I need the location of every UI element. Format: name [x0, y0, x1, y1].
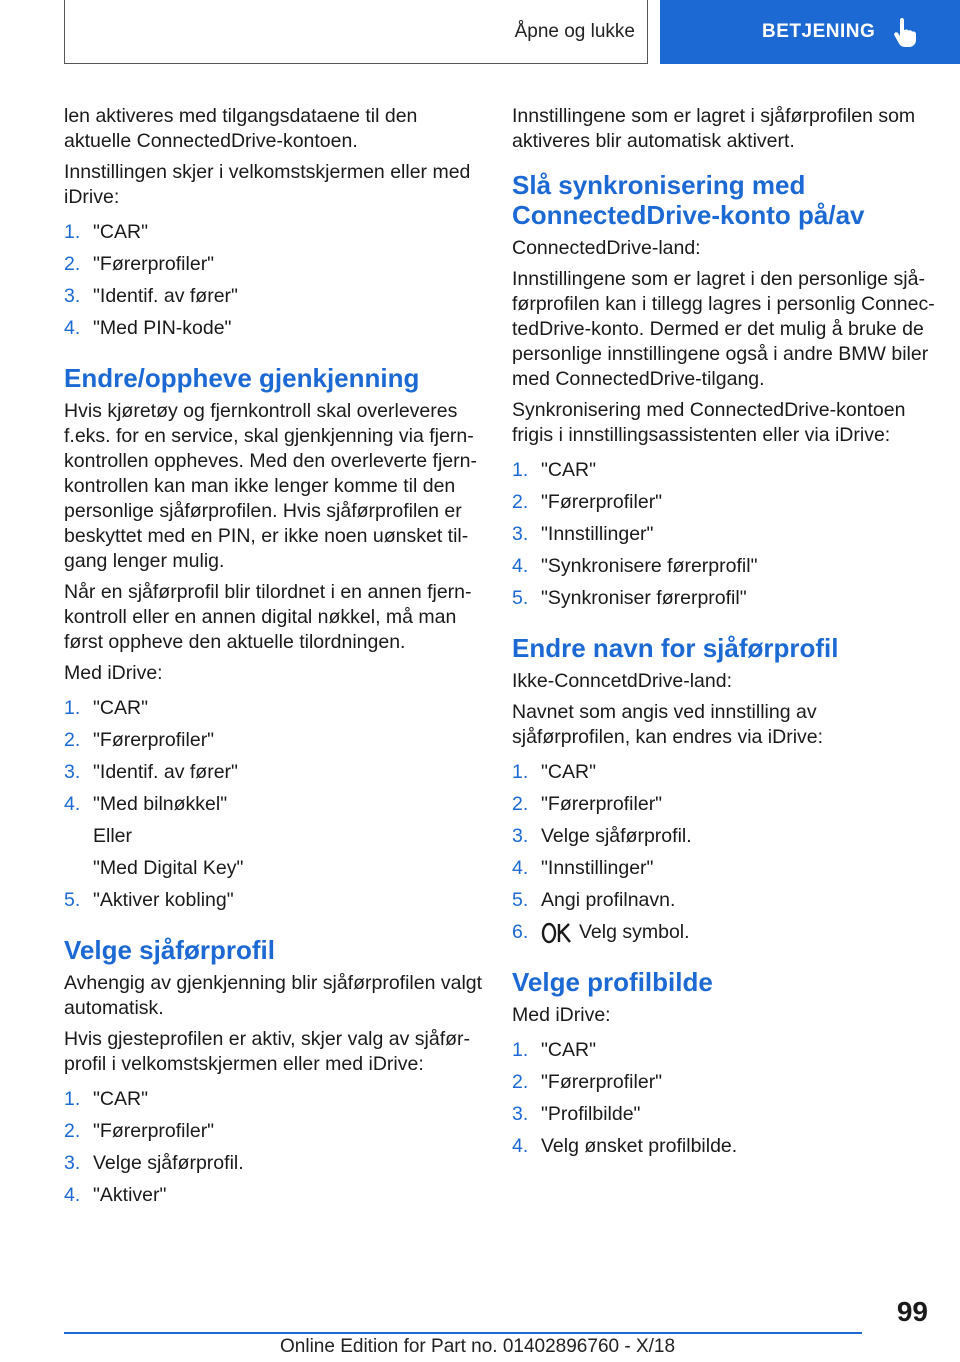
heading-endre-navn: Endre navn for sjåførprofil	[512, 633, 839, 663]
list-item	[64, 728, 488, 753]
list-item	[512, 760, 936, 785]
list-text: "Aktiver"	[93, 1184, 167, 1206]
list-number: 4.	[64, 793, 81, 815]
pointing-hand-icon	[892, 18, 918, 48]
list-text: "Innstillinger"	[541, 857, 654, 879]
heading-endre-oppheve: Endre/oppheve gjenkjenning	[64, 363, 420, 393]
list-item	[512, 920, 936, 945]
list-text: "Førerprofiler"	[541, 491, 663, 513]
list-text: Velg symbol.	[579, 921, 690, 943]
list-text: "Førerprofiler"	[541, 1071, 663, 1093]
list-text: "Identif. av fører"	[93, 761, 238, 783]
right-intro: Innstillingene som er lagret i sjåførprofilen som aktiveres blir automatisk aktivert.	[512, 105, 916, 152]
right-column	[512, 104, 936, 1166]
list-text: Velg ønsket profilbilde.	[541, 1135, 738, 1157]
list-text: "Førerprofiler"	[93, 253, 215, 275]
list-text: Angi profilnavn.	[541, 889, 676, 911]
list-number: 4.	[512, 555, 529, 577]
list-item	[64, 696, 488, 721]
list-item	[64, 252, 488, 277]
list-text: "Med PIN-kode"	[93, 317, 232, 339]
list-item	[512, 792, 936, 817]
list-subitem-alt	[64, 856, 488, 881]
list-number: 3.	[512, 1103, 529, 1125]
list-number: 4.	[64, 1184, 81, 1206]
list-item	[512, 522, 936, 547]
list-number: 3.	[64, 285, 81, 307]
list-item	[512, 1070, 936, 1095]
list-number: 5.	[512, 889, 529, 911]
right-para-2: Innstillingene som er lagret i den personlige sjå-førprofilen kan i tillegg lagres i personlig Connec-tedDrive-konto. Dermed er det mulig å bruke de personlige innstillingene også i andre BMW biler med ConnectedDrive-tilgang.	[512, 268, 935, 390]
list-text: "Innstillinger"	[541, 523, 654, 545]
left-column	[64, 104, 488, 1215]
left-list-2	[64, 696, 488, 913]
list-text: "Profilbilde"	[541, 1103, 641, 1125]
list-number: 3.	[64, 1152, 81, 1174]
ok-symbol-icon	[541, 922, 573, 944]
list-number: 3.	[512, 523, 529, 545]
list-number: 4.	[512, 1135, 529, 1157]
left-para-4: Avhengig av gjenkjenning blir sjåførprofilen valgt automatisk.	[64, 972, 483, 1019]
right-list-2	[512, 760, 936, 945]
header-section-title: Åpne og lukke	[514, 20, 635, 42]
list-text: Velge sjåførprofil.	[93, 1152, 244, 1174]
list-number: 1.	[64, 1088, 81, 1110]
list-subitem-or	[64, 824, 488, 849]
right-para-5: Navnet som angis ved innstilling av sjåførprofilen, kan endres via iDrive:	[512, 701, 824, 748]
list-text: "Førerprofiler"	[541, 793, 663, 815]
left-para-2: Når en sjåførprofil blir tilordnet i en annen fjern-kontroll eller en annen digital nøkkel, må man først oppheve den aktuelle tilordningen.	[64, 581, 472, 653]
list-item	[512, 824, 936, 849]
right-para-6: Med iDrive:	[512, 1004, 611, 1026]
list-item	[512, 1134, 936, 1159]
list-number: 2.	[512, 793, 529, 815]
list-text: "Synkroniser førerprofil"	[541, 587, 747, 609]
right-list-3	[512, 1038, 936, 1159]
footer-divider	[64, 1332, 862, 1334]
right-para-3: Synkronisering med ConnectedDrive-kontoen frigis i innstillingsassistenten eller via iDrive:	[512, 399, 906, 446]
list-item	[512, 1102, 936, 1127]
list-text: "CAR"	[93, 221, 149, 243]
list-text: "Førerprofiler"	[93, 729, 215, 751]
list-item	[64, 284, 488, 309]
list-text: "Førerprofiler"	[93, 1120, 215, 1142]
header-chapter-title: BETJENING	[762, 21, 876, 42]
list-text: "Aktiver kobling"	[93, 889, 234, 911]
left-intro-2: Innstillingen skjer i velkomstskjermen eller med iDrive:	[64, 161, 471, 208]
right-para-4: Ikke-ConncetdDrive-land:	[512, 670, 733, 692]
list-item	[512, 1038, 936, 1063]
list-number: 1.	[64, 697, 81, 719]
list-number: 1.	[512, 761, 529, 783]
left-para-3: Med iDrive:	[64, 662, 163, 684]
right-para-1: ConnectedDrive-land:	[512, 237, 701, 259]
list-number: 2.	[64, 729, 81, 751]
list-text: "Identif. av fører"	[93, 285, 238, 307]
list-number: 1.	[64, 221, 81, 243]
list-number: 2.	[512, 491, 529, 513]
header-section-box	[64, 0, 648, 64]
left-para-1: Hvis kjøretøy og fjernkontroll skal overleveres f.eks. for en service, skal gjenkjenning via fjern-kontrollen oppheves. Med den overleverte fjern-kontrollen kan man ikke lenger komme til den personlige sjåførprofilen. Hvis sjåførprofilen er beskyttet med en PIN, er ikke noen uønsket til-gang lenger mulig.	[64, 400, 477, 572]
left-para-5: Hvis gjesteprofilen er aktiv, skjer valg av sjåfør-profil i velkomstskjermen eller med iDrive:	[64, 1028, 471, 1075]
header-chapter-box	[660, 0, 960, 64]
heading-synkronisering: Slå synkronisering med ConnectedDrive-konto på/av	[512, 170, 865, 230]
list-item	[64, 220, 488, 245]
list-text: "CAR"	[93, 1088, 149, 1110]
left-intro-1: len aktiveres med tilgangsdataene til den aktuelle ConnectedDrive-kontoen.	[64, 105, 418, 152]
heading-velge-sjaforprofil: Velge sjåførprofil	[64, 935, 275, 965]
list-text: Eller	[93, 825, 133, 847]
list-number: 5.	[64, 889, 81, 911]
right-list-1	[512, 458, 936, 611]
list-item	[64, 792, 488, 817]
list-text: "CAR"	[93, 697, 149, 719]
left-list-1	[64, 220, 488, 341]
list-number: 2.	[64, 253, 81, 275]
list-number: 4.	[64, 317, 81, 339]
list-number: 4.	[512, 857, 529, 879]
list-number: 3.	[512, 825, 529, 847]
heading-velge-profilbilde: Velge profilbilde	[512, 967, 713, 997]
list-item	[64, 1183, 488, 1208]
list-item	[512, 458, 936, 483]
list-item	[512, 856, 936, 881]
list-item	[512, 490, 936, 515]
list-text: "CAR"	[541, 459, 597, 481]
list-text: "Med bilnøkkel"	[93, 793, 228, 815]
list-item	[64, 1087, 488, 1112]
list-item	[512, 888, 936, 913]
list-item	[64, 1119, 488, 1144]
list-number: 2.	[512, 1071, 529, 1093]
list-text: "Med Digital Key"	[93, 857, 244, 879]
list-item	[512, 554, 936, 579]
page-number: 99	[896, 1296, 928, 1327]
list-number: 3.	[64, 761, 81, 783]
list-text: "Synkronisere førerprofil"	[541, 555, 758, 577]
list-number: 6.	[512, 921, 529, 943]
list-item	[64, 760, 488, 785]
footer-edition: Online Edition for Part no. 01402896760 - X/18	[280, 1336, 676, 1357]
list-text: Velge sjåførprofil.	[541, 825, 692, 847]
list-item	[64, 1151, 488, 1176]
list-item	[64, 888, 488, 913]
list-number: 2.	[64, 1120, 81, 1142]
list-text: "CAR"	[541, 1039, 597, 1061]
list-number: 1.	[512, 459, 529, 481]
list-number: 1.	[512, 1039, 529, 1061]
list-item	[64, 316, 488, 341]
list-item	[512, 586, 936, 611]
left-list-3	[64, 1087, 488, 1208]
list-text: "CAR"	[541, 761, 597, 783]
list-number: 5.	[512, 587, 529, 609]
